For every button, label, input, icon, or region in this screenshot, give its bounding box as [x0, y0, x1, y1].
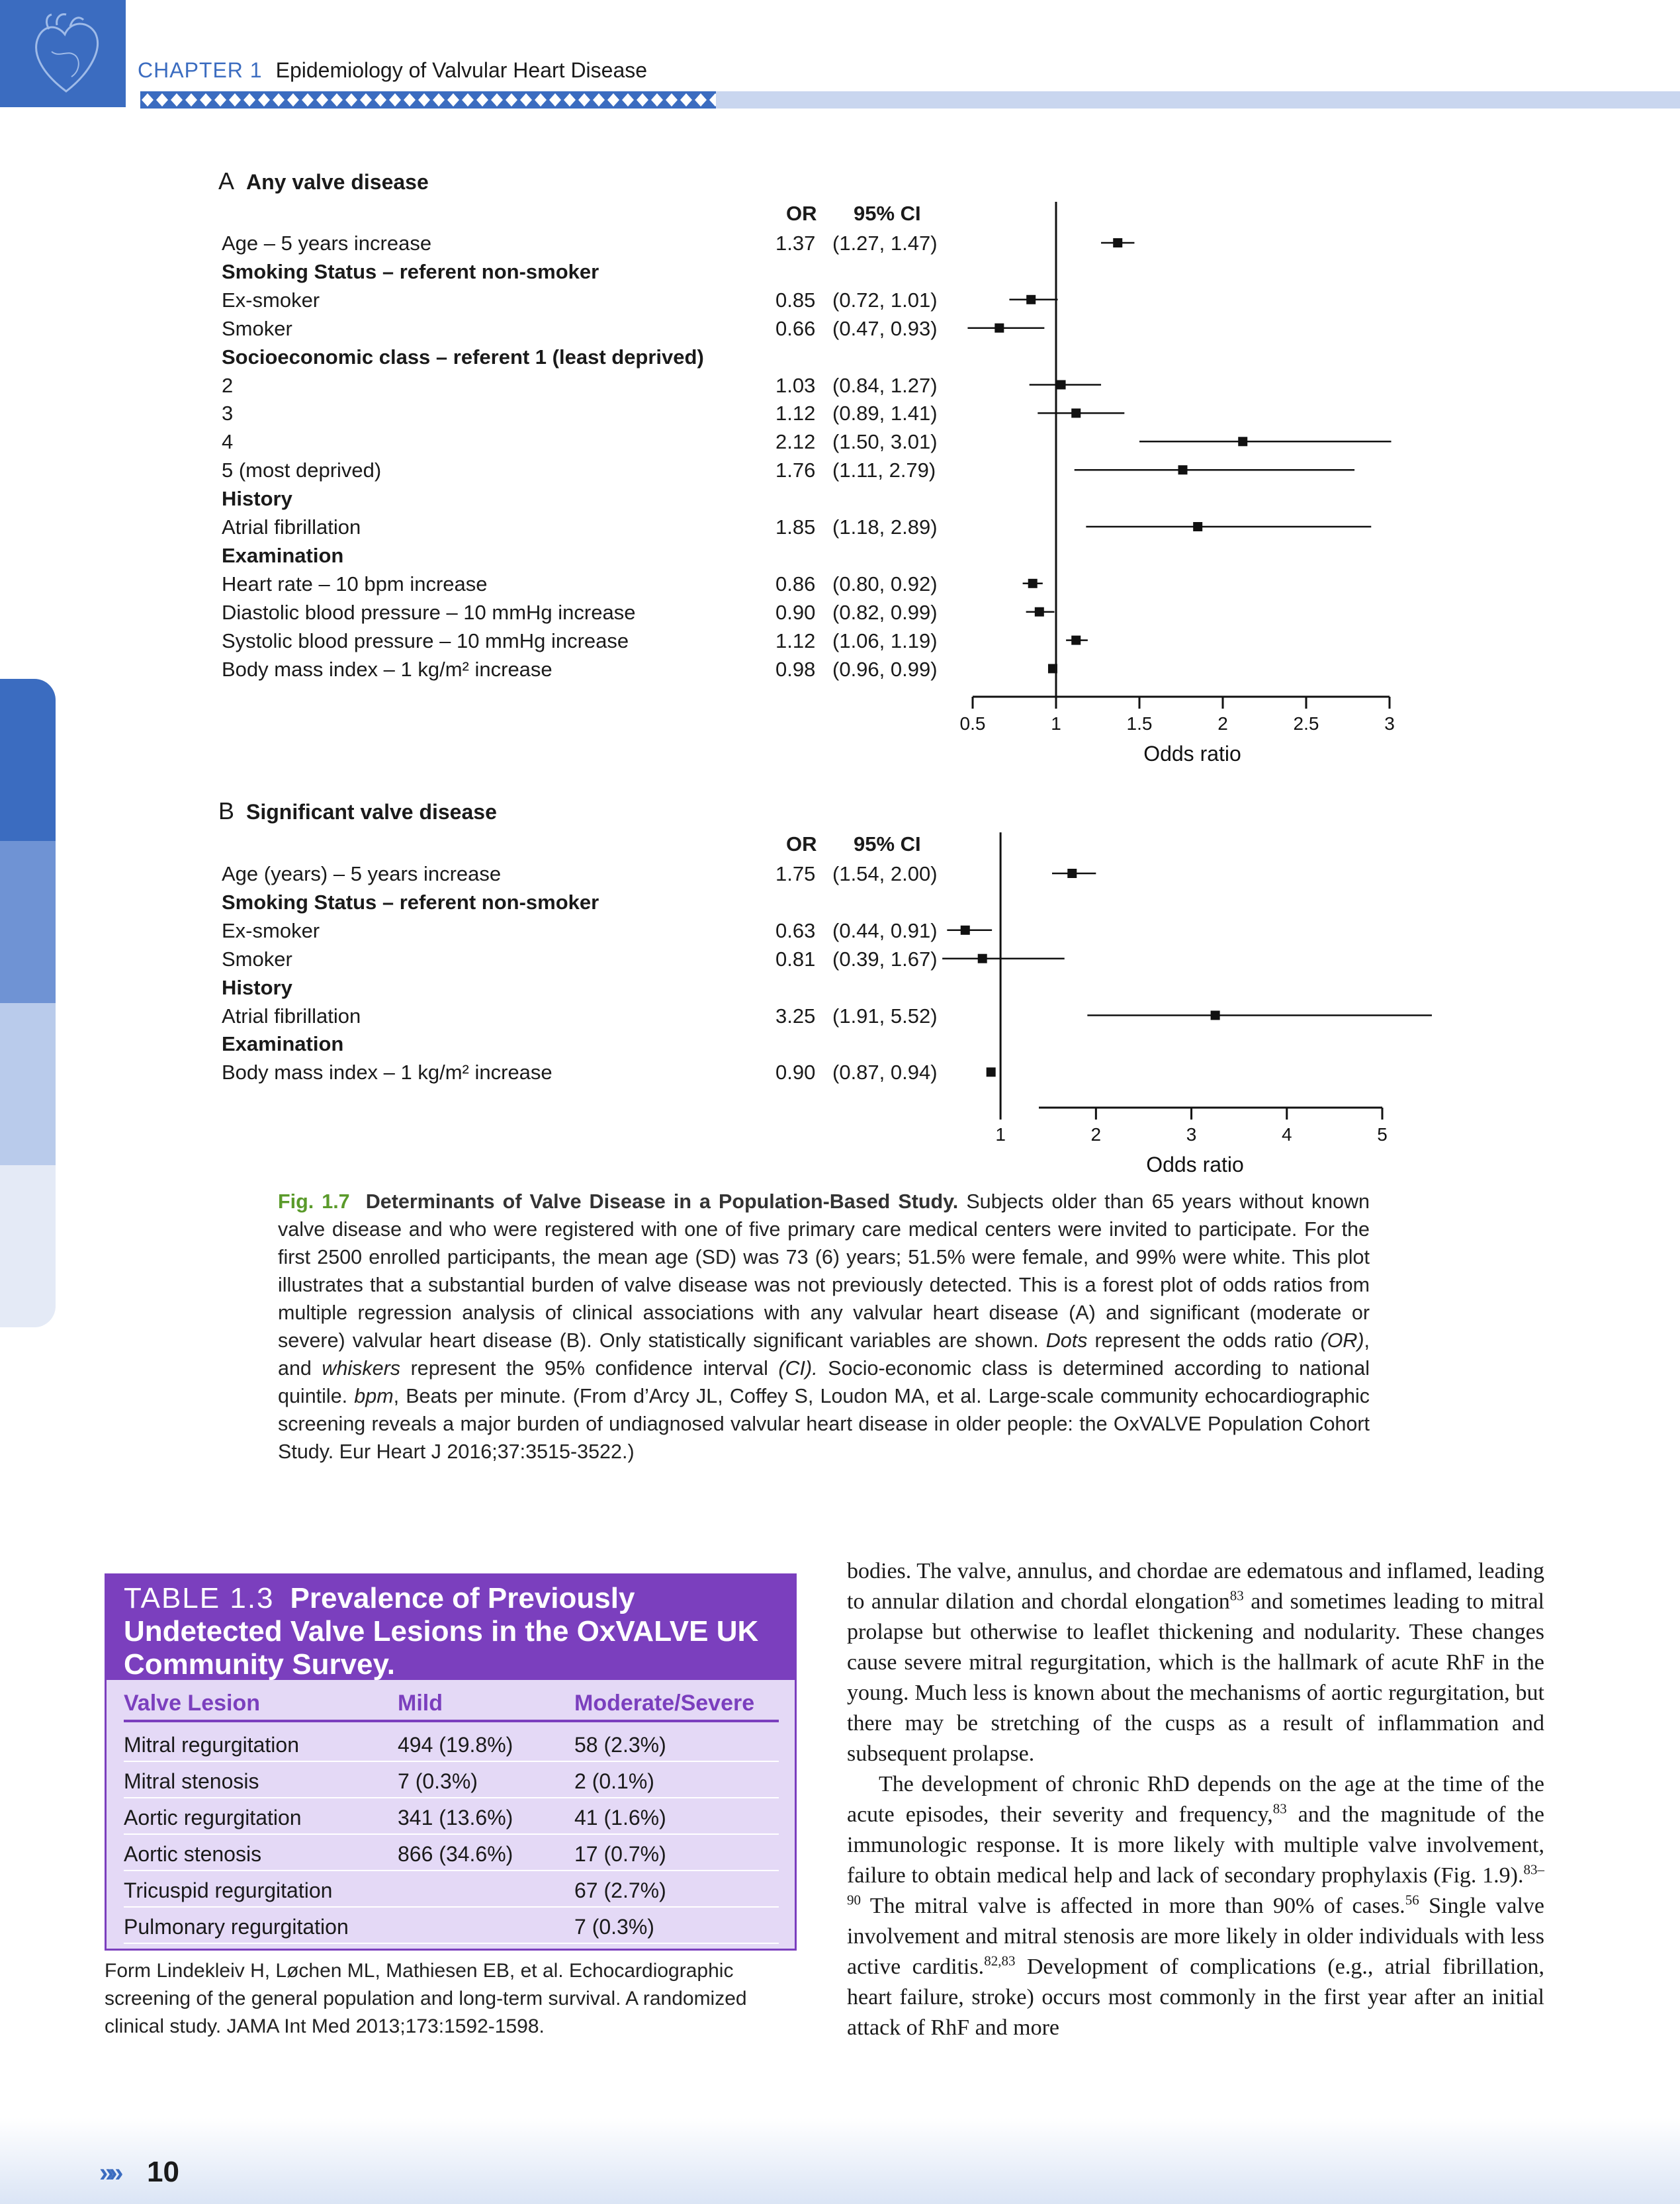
table-cell-moderate-severe: 67 (2.7%) — [574, 1878, 666, 1902]
x-tick-label: 1 — [995, 1124, 1006, 1145]
row-confidence-interval: (1.06, 1.19) — [832, 629, 938, 652]
row-odds-ratio: 1.75 — [775, 862, 816, 885]
row-label: Atrial fibrillation — [222, 1004, 361, 1028]
citation-56: 56 — [1405, 1892, 1419, 1908]
table-header-row — [124, 1689, 779, 1722]
table-row — [124, 1725, 779, 1762]
row-odds-ratio: 1.76 — [775, 459, 816, 482]
caption-ci-abbr: (CI). — [778, 1357, 818, 1380]
caption-dots: Dots — [1045, 1329, 1088, 1352]
chapter-label: CHAPTER 1 — [138, 58, 263, 82]
table-col-lesion: Valve Lesion — [124, 1691, 260, 1716]
row-confidence-interval: (1.11, 2.79) — [832, 459, 936, 482]
x-tick-label: 5 — [1377, 1124, 1388, 1145]
row-odds-ratio: 0.86 — [775, 572, 816, 595]
table-cell-moderate-severe: 41 (1.6%) — [574, 1806, 666, 1829]
table-cell-moderate-severe: 7 (0.3%) — [574, 1915, 654, 1939]
odds-ratio-point — [961, 926, 970, 935]
figure-caption — [278, 1188, 1370, 1466]
figure-title: Determinants of Valve Disease in a Population-Based Study. — [365, 1190, 959, 1213]
x-tick-label: 0.5 — [959, 713, 986, 734]
row-label: Examination — [222, 543, 344, 567]
body-p2-e: Development of complications (e.g., atrial fibrillation, heart failure, stroke) occurs most commonly in the first year after an initial attack of RhF and more — [847, 1955, 1544, 2040]
odds-ratio-point — [978, 954, 987, 963]
table-cell-lesion: Aortic stenosis — [124, 1842, 262, 1866]
table-cell-mild: 494 (19.8%) — [398, 1733, 513, 1757]
table-cell-mild: 866 (34.6%) — [398, 1842, 513, 1866]
table-cell-lesion: Mitral regurgitation — [124, 1733, 299, 1757]
citation-83-90: 83–90 — [847, 1861, 1544, 1908]
row-confidence-interval: (0.96, 0.99) — [832, 657, 938, 681]
page-arrows-icon: »» — [99, 2158, 118, 2187]
panel-a-or-header: OR — [786, 202, 817, 225]
footer-band — [0, 2117, 1680, 2204]
row-confidence-interval: (1.50, 3.01) — [832, 430, 938, 454]
caption-bpm: bpm — [354, 1385, 394, 1407]
table-title: Prevalence of Previously Undetected Valve Lesions in the OxVALVE UK Community Survey. — [124, 1582, 759, 1681]
caption-text-2: represent the odds ratio — [1087, 1329, 1321, 1352]
figure-number: Fig. 1.7 — [278, 1190, 350, 1213]
row-confidence-interval: (0.89, 1.41) — [832, 402, 938, 425]
body-paragraph-2 — [847, 1769, 1544, 2043]
row-odds-ratio: 1.12 — [775, 402, 816, 425]
row-confidence-interval: (1.91, 5.52) — [832, 1004, 938, 1028]
body-text — [847, 1556, 1544, 2043]
table-row — [124, 1798, 779, 1835]
panel-a-letter: A — [218, 167, 235, 195]
row-confidence-interval: (0.44, 0.91) — [832, 918, 938, 942]
row-confidence-interval: (0.39, 1.67) — [832, 947, 938, 971]
table-cell-moderate-severe: 58 (2.3%) — [574, 1733, 666, 1757]
x-axis-label: Odds ratio — [1146, 1153, 1244, 1176]
row-confidence-interval: (0.47, 0.93) — [832, 316, 938, 340]
panel-b-ci-header: 95% CI — [854, 832, 921, 856]
page-number: 10 — [147, 2156, 179, 2188]
caption-or-abbr: (OR) — [1320, 1329, 1364, 1352]
citation-82-83: 82,83 — [984, 1953, 1016, 1969]
odds-ratio-point — [1211, 1011, 1220, 1020]
x-tick-label: 3 — [1384, 713, 1395, 734]
table-cell-lesion: Tricuspid regurgitation — [124, 1878, 333, 1902]
table-cell-mild: 341 (13.6%) — [398, 1806, 513, 1829]
body-p2-b: and the magnitude of the immunologic response. It is more likely with multiple valve involvement, failure to obtain medical help and lack of secondary prophylaxis (Fig. 1.9). — [847, 1802, 1544, 1888]
row-odds-ratio: 1.12 — [775, 629, 816, 652]
row-odds-ratio: 1.37 — [775, 232, 816, 255]
caption-text-1: Subjects older than 65 years without known valve disease and who were registered with one of five primary care medical centers were invited to participate. For the first 2500 enrolled participants, the mean age (SD) was 73 (6) years; 51.5% were female, and 99% were white. This plot illustrates that a substantial burden of valve disease was not previously detected. This is a forest plot of odds ratios from multiple regression analysis of clinical associations with any valvular heart disease (A) and significant (moderate or severe) valvular heart disease (B). Only statistically significant variables are shown. — [278, 1190, 1370, 1352]
row-odds-ratio: 0.90 — [775, 1061, 816, 1084]
caption-text-5: Socio-economic class is determined according to national quintile. — [278, 1357, 1370, 1407]
panel-b-or-header: OR — [786, 832, 817, 856]
table-cell-lesion: Pulmonary regurgitation — [124, 1915, 349, 1939]
table-row — [124, 1871, 779, 1908]
caption-text-4: represent the 95% confidence interval — [400, 1357, 779, 1380]
row-label: Socioeconomic class – referent 1 (least deprived) — [222, 345, 704, 369]
table-number: TABLE 1.3 — [124, 1582, 275, 1614]
x-axis-label: Odds ratio — [1143, 742, 1241, 766]
body-p2-d: Single valve involvement and mitral stenosis are more likely in older individuals with less active carditis. — [847, 1894, 1545, 1979]
row-label: Body mass index – 1 kg/m² increase — [222, 657, 553, 681]
x-tick-label: 2 — [1217, 713, 1228, 734]
table-title-bar — [107, 1575, 795, 1680]
panel-b-title: Significant valve disease — [246, 800, 497, 824]
row-confidence-interval: (0.82, 0.99) — [832, 600, 938, 624]
table-cell-mild: 7 (0.3%) — [398, 1769, 478, 1793]
row-label: History — [222, 487, 292, 511]
body-paragraph-1 — [847, 1556, 1544, 1769]
table-cell-lesion: Mitral stenosis — [124, 1769, 259, 1793]
row-confidence-interval: (0.80, 0.92) — [832, 572, 938, 595]
body-p1-a: bodies. The valve, annulus, and chordae are edematous and inflamed, leading to annular dilation and chordal elongation — [847, 1559, 1544, 1614]
row-odds-ratio: 1.03 — [775, 373, 816, 397]
x-tick-label: 3 — [1186, 1124, 1197, 1145]
row-label: Ex-smoker — [222, 918, 320, 942]
row-confidence-interval: (0.84, 1.27) — [832, 373, 938, 397]
body-p2-c: The mitral valve is affected in more than 90% of cases. — [861, 1894, 1405, 1918]
body-p1-b: and sometimes leading to mitral prolapse but otherwise to leaflet thickening and nodularity. These changes cause severe mitral regurgitation, which is the hallmark of acute RhF in the young. Much less is known about the mechanisms of aortic regurgitation, but there may be stretching of the cusps as a result of inflammation and subsequent prolapse. — [847, 1589, 1544, 1766]
x-tick-label: 1 — [1051, 713, 1061, 734]
x-tick-label: 4 — [1281, 1124, 1292, 1145]
row-label: Smoking Status – referent non-smoker — [222, 890, 599, 914]
row-odds-ratio: 0.85 — [775, 288, 816, 312]
row-odds-ratio: 1.85 — [775, 515, 816, 539]
row-confidence-interval: (0.72, 1.01) — [832, 288, 938, 312]
row-confidence-interval: (0.87, 0.94) — [832, 1061, 938, 1084]
row-label: Examination — [222, 1032, 344, 1056]
panel-a-title: Any valve disease — [246, 170, 429, 194]
caption-text-3: , and — [278, 1329, 1370, 1380]
table-1-3 — [105, 1573, 797, 1951]
panel-a-ci-header: 95% CI — [854, 202, 921, 225]
citation-83b: 83 — [1272, 1800, 1287, 1817]
row-label: Diastolic blood pressure – 10 mmHg increase — [222, 600, 636, 624]
table-col-moderate-severe: Moderate/Severe — [574, 1691, 755, 1716]
row-label: Age – 5 years increase — [222, 232, 432, 255]
row-label: 4 — [222, 430, 234, 454]
row-odds-ratio: 0.98 — [775, 657, 816, 681]
table-source: Form Lindekleiv H, Løchen ML, Mathiesen EB, et al. Echocardiographic screening of the general population and long-term survival. A randomized clinical study. JAMA Int Med 2013;173:1592-1598. — [105, 1960, 747, 2037]
caption-text-6: , Beats per minute. (From d’Arcy JL, Coffey S, Loudon MA, et al. Large-scale community echocardiographic screening reveals a major burden of undiagnosed valvular heart disease in older people: the OxVALVE Population Cohort Study. Eur Heart J 2016;37:3515-3522.) — [278, 1385, 1370, 1463]
row-label: Heart rate – 10 bpm increase — [222, 572, 488, 595]
row-label: Ex-smoker — [222, 288, 320, 312]
row-label: Smoking Status – referent non-smoker — [222, 259, 599, 283]
table-col-mild: Mild — [398, 1691, 443, 1716]
row-label: Atrial fibrillation — [222, 515, 361, 539]
table-row — [124, 1907, 779, 1944]
row-odds-ratio: 0.90 — [775, 600, 816, 624]
odds-ratio-point — [1067, 869, 1077, 878]
row-label: 2 — [222, 373, 234, 397]
row-confidence-interval: (1.27, 1.47) — [832, 232, 938, 255]
x-tick-label: 2.5 — [1293, 713, 1319, 734]
row-label: 3 — [222, 402, 234, 425]
row-label: Systolic blood pressure – 10 mmHg increase — [222, 629, 629, 652]
row-label: Smoker — [222, 316, 292, 340]
row-label: Age (years) – 5 years increase — [222, 862, 502, 885]
table-cell-lesion: Aortic regurgitation — [124, 1806, 302, 1829]
row-confidence-interval: (1.18, 2.89) — [832, 515, 938, 539]
panel-b-letter: B — [218, 797, 235, 824]
table-cell-moderate-severe: 17 (0.7%) — [574, 1842, 666, 1866]
caption-whiskers: whiskers — [322, 1357, 401, 1380]
citation-83: 83 — [1229, 1587, 1244, 1604]
x-tick-label: 1.5 — [1126, 713, 1153, 734]
table-cell-moderate-severe: 2 (0.1%) — [574, 1769, 654, 1793]
chapter-title: Epidemiology of Valvular Heart Disease — [275, 58, 648, 82]
table-row — [124, 1761, 779, 1798]
odds-ratio-point — [987, 1067, 996, 1077]
row-odds-ratio: 2.12 — [775, 430, 816, 454]
row-odds-ratio: 0.63 — [775, 918, 816, 942]
row-label: Body mass index – 1 kg/m² increase — [222, 1061, 553, 1084]
row-odds-ratio: 0.66 — [775, 316, 816, 340]
row-label: History — [222, 975, 292, 999]
table-row — [124, 1834, 779, 1871]
row-label: Smoker — [222, 947, 292, 971]
row-confidence-interval: (1.54, 2.00) — [832, 862, 938, 885]
row-odds-ratio: 3.25 — [775, 1004, 816, 1028]
row-label: 5 (most deprived) — [222, 459, 382, 482]
body-p2-a: The development of chronic RhD depends on the age at the time of the acute episodes, their severity and frequency, — [847, 1772, 1544, 1827]
x-tick-label: 2 — [1090, 1124, 1102, 1145]
row-odds-ratio: 0.81 — [775, 947, 816, 971]
